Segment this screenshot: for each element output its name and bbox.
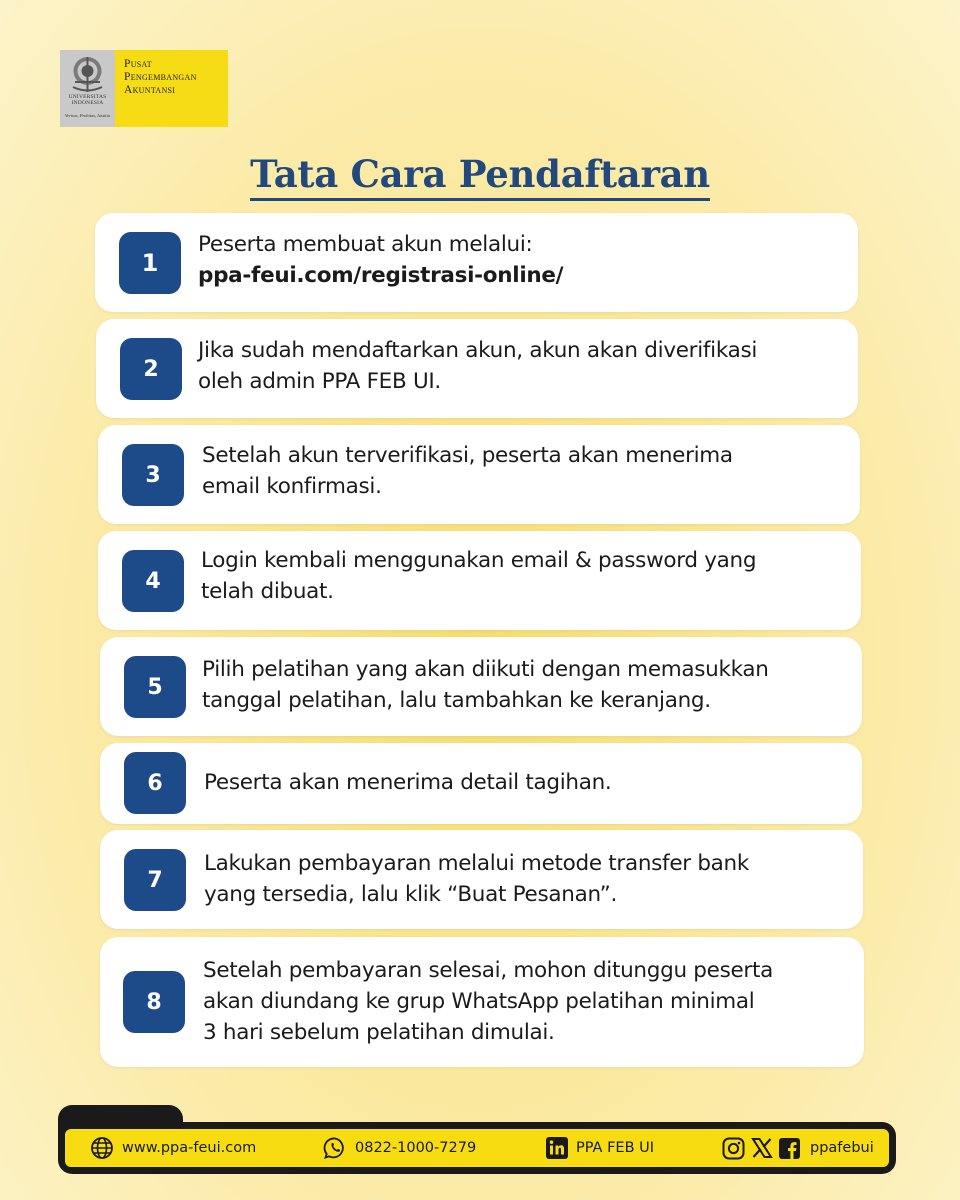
- step-text: [198, 335, 757, 397]
- step-line: tanggal pelatihan, lalu tambahkan ke keranjang.: [202, 688, 711, 713]
- step-line: 3 hari sebelum pelatihan dimulai.: [203, 1020, 555, 1045]
- step-number-badge: 3: [122, 444, 184, 506]
- step-text: [202, 440, 733, 502]
- step-card-8: [100, 937, 864, 1067]
- step-number-badge: 8: [123, 971, 185, 1033]
- step-line: Login kembali menggunakan email & password yang: [201, 548, 757, 573]
- logo-line-3: Akuntansi: [124, 84, 176, 96]
- step-number-badge: 1: [119, 232, 181, 294]
- step-card-2: [96, 319, 858, 418]
- registration-link[interactable]: ppa-feui.com/registrasi-online/: [198, 263, 564, 288]
- step-number-badge: 5: [124, 656, 186, 718]
- step-line: Setelah akun terverifikasi, peserta akan menerima: [202, 443, 733, 468]
- logo-university-line-1: UNIVERSITAS: [68, 94, 107, 100]
- step-card-6: [100, 743, 862, 824]
- footer-website[interactable]: [90, 1136, 256, 1160]
- step-line: Peserta membuat akun melalui:: [198, 232, 533, 257]
- linkedin-icon: [546, 1137, 568, 1159]
- step-card-4: [98, 531, 861, 630]
- step-number-badge: 4: [122, 550, 184, 612]
- x-twitter-icon: [751, 1137, 773, 1159]
- step-text: [204, 767, 611, 798]
- phone-text: 0822-1000-7279: [355, 1140, 477, 1156]
- step-line: oleh admin PPA FEB UI.: [198, 369, 441, 394]
- step-card-5: [100, 637, 862, 736]
- instagram-icon: [722, 1137, 745, 1160]
- ui-emblem: [60, 50, 115, 127]
- step-text: [202, 654, 769, 716]
- footer-contact-bar: [58, 1122, 896, 1174]
- step-line: Setelah pembayaran selesai, mohon ditunggu peserta: [203, 958, 773, 983]
- page-title: Tata Cara Pendaftaran: [250, 152, 710, 201]
- step-line: akan diundang ke grup WhatsApp pelatihan minimal: [203, 989, 755, 1014]
- logo-motto: Veritas, Probitas, Iustitia: [64, 113, 111, 118]
- footer-social[interactable]: [722, 1137, 874, 1160]
- step-line: yang tersedia, lalu klik “Buat Pesanan”.: [204, 882, 617, 907]
- step-card-7: [100, 830, 863, 929]
- step-text: [203, 955, 773, 1048]
- logo-line-2: Pengembangan: [124, 71, 197, 83]
- footer-phone[interactable]: [323, 1136, 476, 1160]
- social-handle-text: ppafebui: [810, 1140, 874, 1156]
- step-number-badge: 2: [120, 338, 182, 400]
- step-line: Pilih pelatihan yang akan diikuti dengan memasukkan: [202, 657, 769, 682]
- logo-line-1: Pusat: [124, 58, 152, 70]
- step-line: telah dibuat.: [201, 579, 334, 604]
- step-line: Peserta akan menerima detail tagihan.: [204, 770, 612, 795]
- globe-icon: [90, 1136, 114, 1160]
- step-text: [204, 848, 749, 910]
- logo-university-line-2: INDONESIA: [71, 100, 104, 106]
- whatsapp-icon: [323, 1136, 347, 1160]
- step-line: email konfirmasi.: [202, 474, 382, 499]
- linkedin-text: PPA FEB UI: [576, 1140, 655, 1156]
- step-text: [201, 545, 756, 607]
- facebook-icon: [779, 1138, 800, 1159]
- makara-icon: [67, 54, 108, 94]
- website-text: www.ppa-feui.com: [122, 1140, 257, 1156]
- step-number-badge: 7: [124, 849, 186, 911]
- step-line: Lakukan pembayaran melalui metode transfer bank: [204, 851, 750, 876]
- step-card-3: [98, 425, 860, 524]
- ppa-logo: [60, 50, 228, 127]
- logo-text: [115, 50, 228, 127]
- page-title-wrap: [0, 152, 960, 196]
- footer-linkedin[interactable]: [546, 1137, 654, 1159]
- footer-inner: [65, 1129, 889, 1167]
- step-card-1: [95, 213, 858, 312]
- step-line: Jika sudah mendaftarkan akun, akun akan diverifikasi: [198, 338, 758, 363]
- step-number-badge: 6: [124, 752, 186, 814]
- step-text: [198, 229, 563, 291]
